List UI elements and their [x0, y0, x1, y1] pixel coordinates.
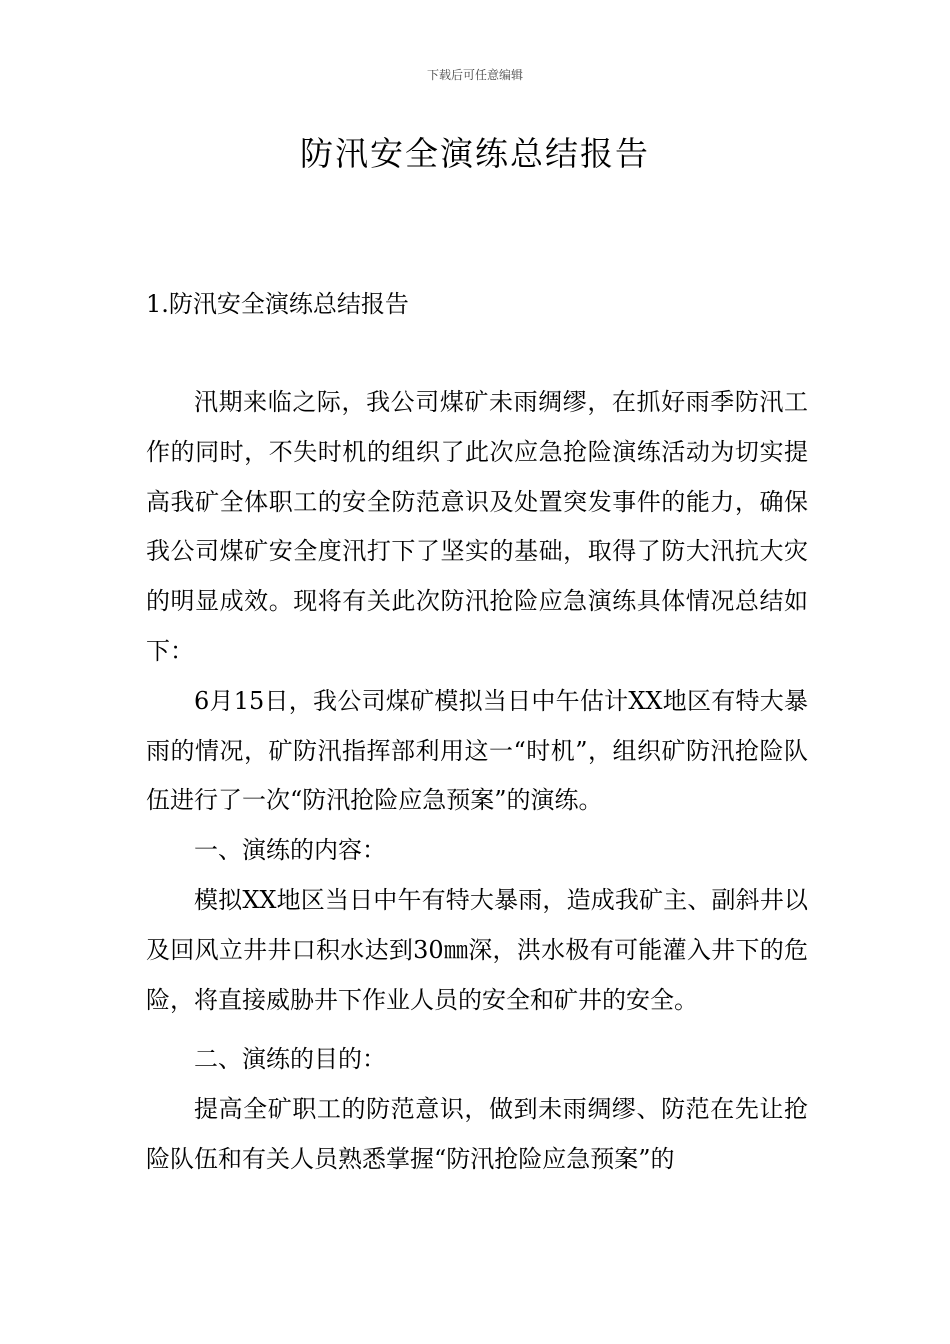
paragraph-content-heading: 一、演练的内容：	[194, 836, 386, 865]
paragraph-event: 6月15日，我公司煤矿模拟当日中午估计XX地区有特大暴雨的情况，矿防汛指挥部利用这一“时机”，组织矿防汛抢险队伍进行了一次“防汛抢险应急预案”的演练。	[146, 686, 808, 815]
document-body	[146, 378, 808, 1185]
section-heading: 1.防汛安全演练总结报告	[146, 290, 409, 318]
paragraph-intro: 汛期来临之际，我公司煤矿未雨绸缪，在抓好雨季防汛工作的同时，不失时机的组织了此次应急抢险演练活动为切实提高我矿全体职工的安全防范意识及处置突发事件的能力，确保我公司煤矿安全度汛打下了坚实的基础，取得了防大汛抗大灾的明显成效。现将有关此次防汛抢险应急演练具体情况总结如下：	[146, 388, 808, 665]
paragraph-purpose-heading: 二、演练的目的：	[194, 1045, 386, 1074]
document-title: 防汛安全演练总结报告	[300, 134, 650, 173]
paragraph-content: 模拟XX地区当日中午有特大暴雨，造成我矿主、副斜井以及回风立井井口积水达到30㎜深，洪水极有可能灌入井下的危险，将直接威胁井下作业人员的安全和矿井的安全。	[146, 885, 808, 1014]
header-note: 下载后可任意编辑	[426, 68, 523, 82]
paragraph-purpose: 提高全矿职工的防范意识，做到未雨绸缪、防范在先让抢险队伍和有关人员熟悉掌握“防汛抢险应急预案”的	[146, 1095, 808, 1173]
